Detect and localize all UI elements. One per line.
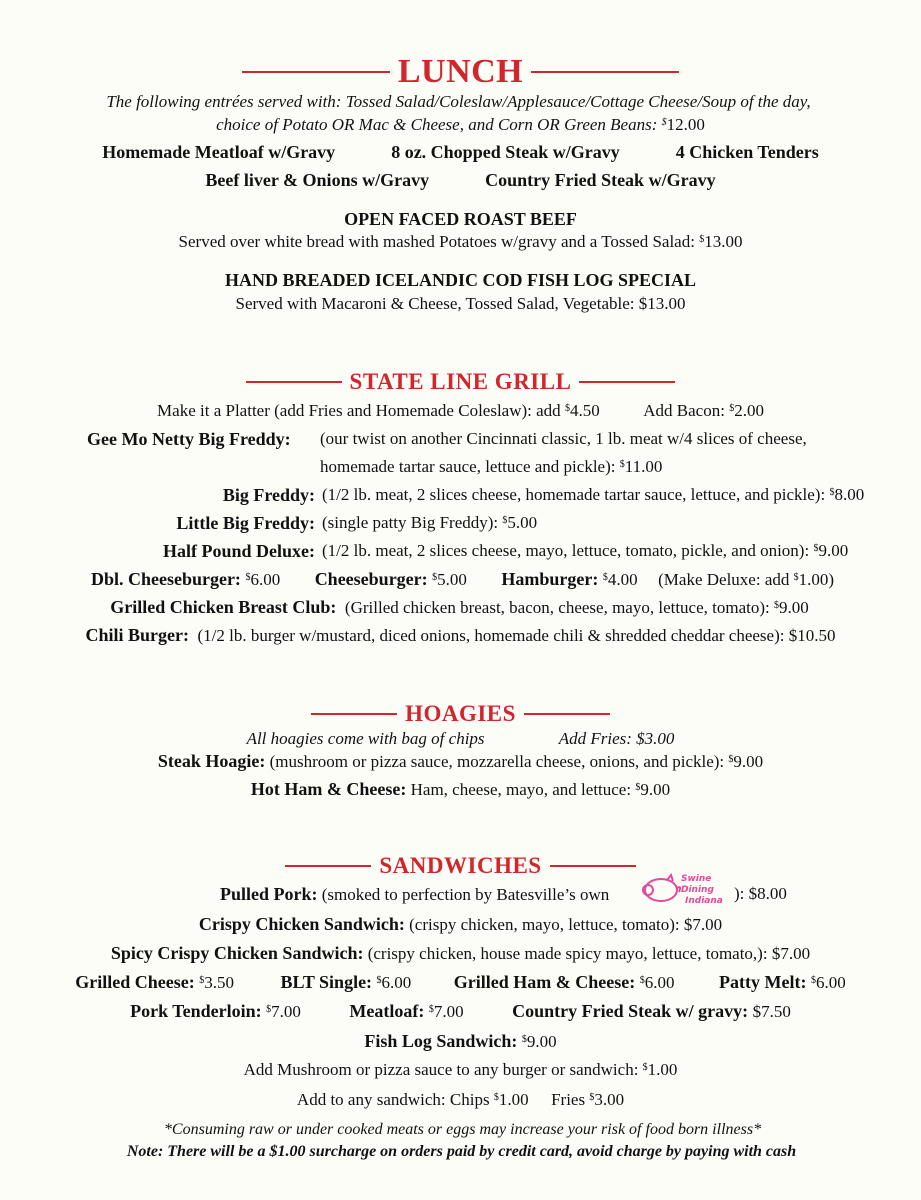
entree-chopped-steak: 8 oz. Chopped Steak w/Gravy bbox=[391, 142, 620, 162]
entree-chicken-tenders: 4 Chicken Tenders bbox=[675, 142, 819, 162]
item-fish-log-sandwich: Fish Log Sandwich: $9.00 bbox=[364, 1031, 557, 1051]
header-rule-right bbox=[531, 71, 679, 73]
credit-card-note: Note: There will be a $1.00 surcharge on orders paid by credit card, avoid charge by paying with cash bbox=[126, 1143, 797, 1160]
item-desc: (1/2 lb. meat, 2 slices cheese, homemade tartar sauce, lettuce, and pickle): $8.00 bbox=[322, 485, 865, 504]
swine-dining-indiana-logo bbox=[637, 872, 737, 908]
lunch-title: LUNCH bbox=[397, 53, 524, 90]
header-rule-right bbox=[550, 865, 636, 867]
grill-title: STATE LINE GRILL bbox=[349, 369, 572, 394]
hoagies-header bbox=[0, 700, 921, 728]
item-chili-burger: Chili Burger: (1/2 lb. burger w/mustard, diced onions, homemade chili & shredded cheddar cheese): $10.50 bbox=[85, 625, 836, 645]
sandwiches-title: SANDWICHES bbox=[379, 853, 542, 878]
lunch-intro-line2: choice of Potato OR Mac & Cheese, and Corn OR Green Beans: $12.00 bbox=[216, 115, 705, 134]
header-rule-right bbox=[524, 713, 610, 715]
logo-line2: Dining bbox=[681, 885, 714, 895]
roast-beef-desc: Served over white bread with mashed Potatoes w/gravy and a Tossed Salad: $13.00 bbox=[178, 232, 743, 251]
lunch-entrees-row1 bbox=[0, 142, 921, 163]
entree-country-fried-steak: Country Fried Steak w/Gravy bbox=[485, 170, 716, 190]
item-spicy-crispy-chicken: Spicy Crispy Chicken Sandwich: (crispy chicken, house made spicy mayo, lettuce, tomato,): $7.00 bbox=[110, 943, 811, 963]
item-desc: (1/2 lb. meat, 2 slices cheese, mayo, lettuce, tomato, pickle, and onion): $9.00 bbox=[322, 541, 849, 560]
header-rule-left bbox=[285, 865, 371, 867]
item-desc: (our twist on another Cincinnati classic, 1 lb. meat w/4 slices of cheese, bbox=[320, 429, 807, 448]
item-desc: (single patty Big Freddy): $5.00 bbox=[322, 513, 538, 532]
lunch-entrees-row2 bbox=[0, 170, 921, 191]
cod-desc: Served with Macaroni & Cheese, Tossed Salad, Vegetable: $13.00 bbox=[235, 294, 686, 313]
header-rule-left bbox=[311, 713, 397, 715]
entree-beef-liver: Beef liver & Onions w/Gravy bbox=[205, 170, 430, 190]
hoagies-title: HOAGIES bbox=[405, 701, 516, 726]
logo-line1: Swine bbox=[681, 874, 712, 884]
burger-prices-row: Dbl. Cheeseburger: $6.00 Cheeseburger: $5.00 Hamburger: $4.00 (Make Deluxe: add $1.00) bbox=[90, 569, 835, 589]
add-to-sandwich-line: Add to any sandwich: Chips $1.00 Fries $3.00 bbox=[296, 1090, 625, 1109]
roast-beef-title: OPEN FACED ROAST BEEF bbox=[344, 209, 577, 229]
item-label: Gee Mo Netty Big Freddy: bbox=[87, 429, 291, 449]
menu-page: LUNCH The following entrées served with: Tossed Salad/Coleslaw/Applesauce/Cottage Cheese/Soup of the day, choice of Potato OR Mac & Cheese, and Corn OR Green Beans: $12.00 Homemade Meatloaf w/Gravy 8 oz. Chopped Steak w/Gravy 4 Chicken Tenders Beef liver & Onions w/Gravy Country Fried Steak w/Gravy OPEN FACED ROAST BEEF Served over white bread with mashed Potatoes w/gravy and a Tossed Salad: $13.00 HAND BREADED ICELANDIC COD FISH LOG SPECIAL Served with Macaroni & Cheese, Tossed Salad, Vegetable: $13.00 STATE LINE GRILL Make it a Platter (add Fries and Homemade Coleslaw): add $4.50 Add Bacon: $2.00 Gee Mo Netty Big Freddy: (our twist on another Cincinnati classic, 1 lb. meat w/4 slices of cheese, homemade tartar sauce, lettuce and pickle): $11.00 Big Freddy: (1/2 lb. meat, 2 slices cheese, homemade tartar sauce, lettuce, and pickle): $8.00 Little Big Freddy: (single patty Big Freddy): $5.00 Half Pound Deluxe: (1/2 lb. meat, 2 slices cheese, mayo, lettuce, tomato, pickle, and onion): $9.00 Dbl. Cheeseburger: $6.00 Cheeseburger: $5.00 Hamburger: $4.00 (Make Deluxe: add $1.00) Grilled Chicken Breast Club: (Grilled chicken breast, bacon, cheese, mayo, lettuce, tomato): $9.00 Chili Burger: (1/2 lb. burger w/mustard, diced onions, homemade chili & shredded cheddar cheese): $10.50 HOAGIES All hoagies come with bag of chips Add Fries: $3.00 Steak Hoagie: (mushroom or pizza sauce, mozzarella cheese, onions, and pickle): $9.00 Hot Ham & Cheese: Ham, cheese, mayo, and lettuce: $9.00 SANDWICHES Pulled Pork: (smoked to perfection by Batesville’s own ): $8.00 Swine Dining Indiana Crispy Chicken Sandwich: (crispy chicken, mayo, lettuce, tomato): $7.00 Spicy Crispy Chicken Sandwich: (crispy chicken, house made spicy mayo, lettuce, tomato,): $7.00 Grilled Cheese: $3.50 BLT Single: $6.00 Grilled Ham & Cheese: $6.00 Patty Melt: $6.00 Pork Tenderloin: $7.00 Meatloaf: $7.00 Country Fried Steak w/ gravy: $7.50 Fish Log Sandwich: $9.00 Add Mushroom or pizza sauce to any burger or sandwich: $1.00 Add to any sandwich: Chips $1.00 Fries $3.00 *Consuming raw or under cooked meats or eggs may increase your risk of food born illness* Note: There will be a $1.00 surcharge on orders paid by credit card, avoid charge by paying with cash bbox=[0, 0, 921, 1200]
lunch-intro-line1: The following entrées served with: Tossed Salad/Coleslaw/Applesauce/Cottage Cheese/Soup of the day, bbox=[106, 92, 811, 111]
pig-icon bbox=[637, 872, 683, 906]
item-label: Half Pound Deluxe: bbox=[162, 541, 315, 561]
lunch-header bbox=[0, 52, 921, 92]
item-grilled-chicken-club: Grilled Chicken Breast Club: (Grilled chicken breast, bacon, cheese, mayo, lettuce, tomato): $9.00 bbox=[110, 597, 809, 617]
item-label: Little Big Freddy: bbox=[176, 513, 315, 533]
sandwich-prices-row1: Grilled Cheese: $3.50 BLT Single: $6.00 Grilled Ham & Cheese: $6.00 Patty Melt: $6.00 bbox=[75, 972, 846, 992]
header-rule-left bbox=[246, 381, 342, 383]
item-crispy-chicken: Crispy Chicken Sandwich: (crispy chicken, mayo, lettuce, tomato): $7.00 bbox=[198, 914, 723, 934]
sandwiches-header bbox=[0, 852, 921, 880]
item-steak-hoagie: Steak Hoagie: (mushroom or pizza sauce, mozzarella cheese, onions, and pickle): $9.00 bbox=[157, 751, 764, 771]
cod-title: HAND BREADED ICELANDIC COD FISH LOG SPECIAL bbox=[224, 270, 697, 290]
grill-platter-line: Make it a Platter (add Fries and Homemade Coleslaw): add $4.50 Add Bacon: $2.00 bbox=[157, 401, 764, 420]
grill-header bbox=[0, 368, 921, 396]
logo-line3: Indiana bbox=[685, 896, 723, 906]
hoagies-note-line: All hoagies come with bag of chips Add Fries: $3.00 bbox=[246, 729, 675, 748]
item-label: Big Freddy: bbox=[222, 485, 315, 505]
add-mushroom-line: Add Mushroom or pizza sauce to any burger or sandwich: $1.00 bbox=[243, 1060, 678, 1079]
raw-meat-warning: *Consuming raw or under cooked meats or eggs may increase your risk of food born illness* bbox=[163, 1121, 762, 1138]
header-rule-left bbox=[242, 71, 390, 73]
entree-meatloaf: Homemade Meatloaf w/Gravy bbox=[102, 142, 336, 162]
header-rule-right bbox=[579, 381, 675, 383]
item-desc: homemade tartar sauce, lettuce and pickle): $11.00 bbox=[320, 457, 663, 476]
sandwich-prices-row2: Pork Tenderloin: $7.00 Meatloaf: $7.00 Country Fried Steak w/ gravy: $7.50 bbox=[130, 1001, 791, 1021]
item-hot-ham-cheese: Hot Ham & Cheese: Ham, cheese, mayo, and lettuce: $9.00 bbox=[250, 779, 671, 799]
